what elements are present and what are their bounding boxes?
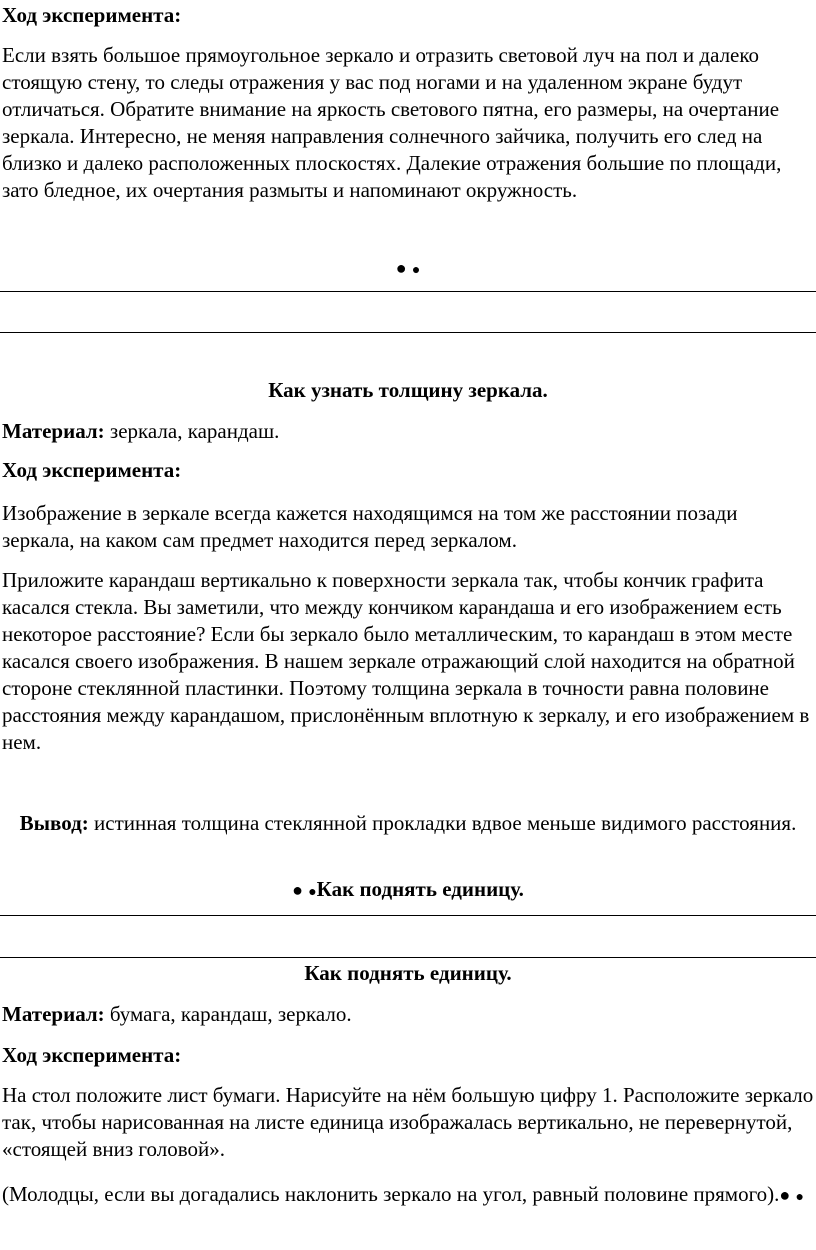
experiment-paragraph: Приложите карандаш вертикально к поверхности зеркала так, чтобы кончик графита касался стекла. Вы заметили, что между кончиком карандаша и его изображением есть некоторое расстояние? Если бы зеркало было металлическим, то карандаш в этом месте касался своего изображения. В нашем зеркале отражающий слой находится на обратной стороне стеклянной пластинки. Поэтому толщина зеркала в точности равна половине расстояния между карандашом, прислонённым вплотную к зеркалу, и его изображением в нем. <box>2 568 810 754</box>
material-text: зеркала, карандаш. <box>104 419 280 443</box>
conclusion <box>2 810 814 837</box>
procedure-heading: Ход эксперимента: <box>2 1043 182 1067</box>
material-line <box>2 418 814 445</box>
experiment-paragraph <box>2 1181 814 1211</box>
paragraph-text: (Молодцы, если вы догадались наклонить зеркало на угол, равный половине прямого). <box>2 1182 780 1206</box>
procedure-heading: Ход эксперимента: <box>2 458 182 482</box>
conclusion-label: Вывод: <box>19 811 89 835</box>
bullet-icon: ● <box>411 263 421 278</box>
next-section-link <box>0 876 816 906</box>
divider <box>0 332 816 333</box>
material-text: бумага, карандаш, зеркало. <box>104 1002 352 1026</box>
divider <box>0 957 816 958</box>
experiment-paragraph: Изображение в зеркале всегда кажется находящимся на том же расстоянии позади зеркала, на каком сам предмет находится перед зеркалом. <box>2 501 738 552</box>
material-label: Материал: <box>2 1002 105 1026</box>
section-title: Как узнать толщину зеркала. <box>268 378 548 402</box>
divider <box>0 915 816 916</box>
divider <box>0 291 816 292</box>
procedure-heading: Ход эксперимента: <box>2 3 182 27</box>
section-title: Как поднять единицу. <box>304 961 512 985</box>
conclusion-text: истинная толщина стеклянной прокладки вдвое меньше видимого расстояния. <box>88 811 797 835</box>
experiment-paragraph: На стол положите лист бумаги. Нарисуйте на нём большую цифру 1. Расположите зеркало так, чтобы нарисованная на листе единица изображалась вертикально, не перевернутой, «стоящей вниз головой». <box>2 1083 814 1161</box>
bullet-icon: ● <box>292 880 303 900</box>
material-label: Материал: <box>2 419 105 443</box>
next-section-title: Как поднять единицу. <box>316 877 524 901</box>
bullet-icon: ● <box>779 1185 791 1205</box>
experiment-paragraph: Если взять большое прямоугольное зеркало и отразить световой луч на пол и далеко стоящую стену, то следы отражения у вас под ногами и на удаленном экране будут отличаться. Обратите внимание на яркость светового пятна, его размеры, на очертание зеркала. Интересно, не меняя направления солнечного зайчика, получить его след на близко и далеко расположенных плоскостях. Далекие отражения большие по площади, зато бледное, их очертания размыты и напоминают окружность. <box>2 43 782 202</box>
material-line <box>2 1001 814 1028</box>
decorative-bullets <box>0 254 816 284</box>
bullet-icon: ● <box>795 1190 805 1205</box>
bullet-icon: ● <box>308 885 317 900</box>
bullet-icon: ● <box>395 258 407 278</box>
